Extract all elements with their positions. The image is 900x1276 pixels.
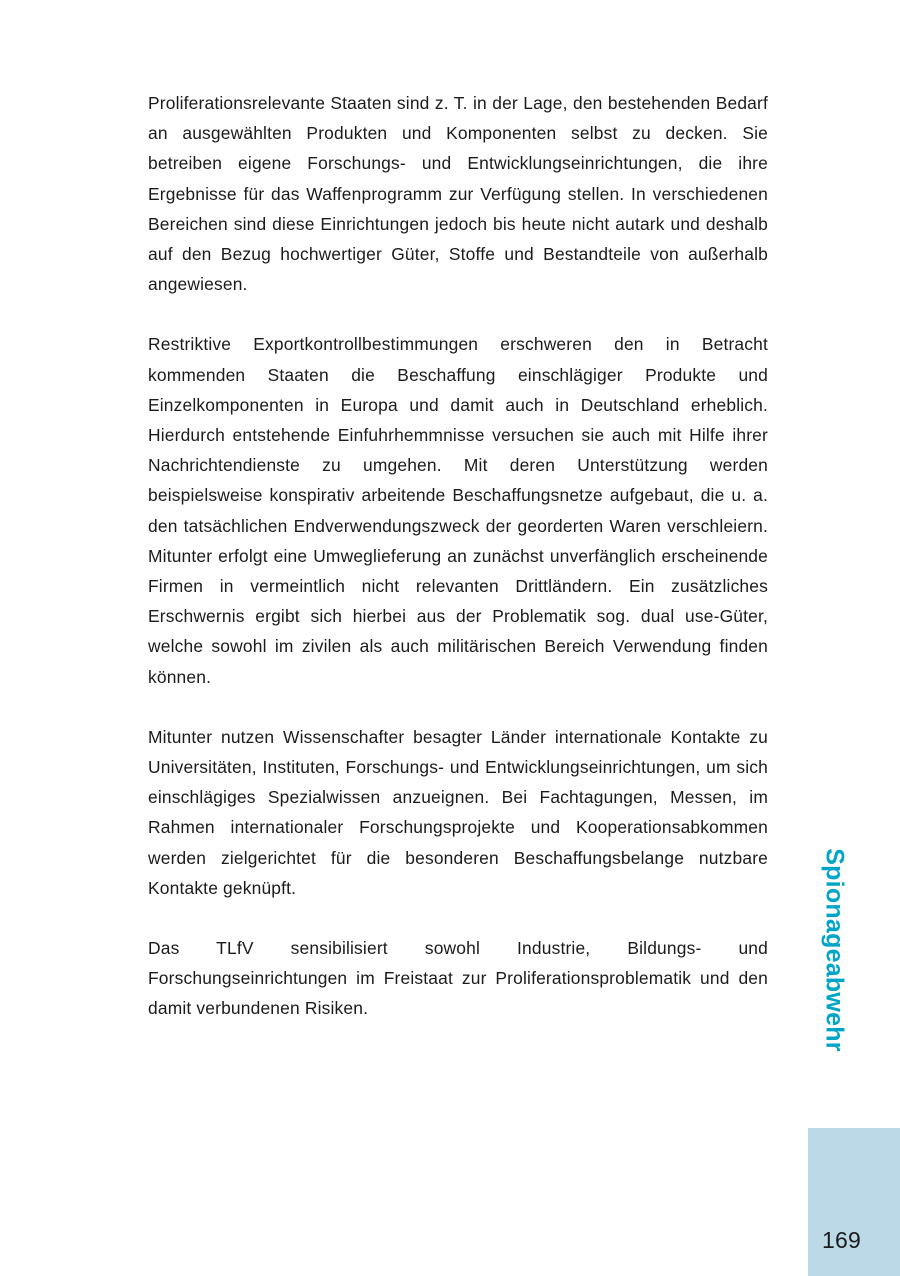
page-number-block (808, 1128, 900, 1276)
page-body (148, 88, 768, 1024)
section-side-tab-label: Spionageabwehr (820, 848, 849, 1052)
page-number: 169 (822, 1227, 862, 1253)
section-side-tab (814, 800, 854, 1100)
body-paragraph: Das TLfV sensibilisiert sowohl Industrie, Bildungs- und Forschungseinrichtungen im Freistaat zur Proliferationsproblematik und den damit verbundenen Risiken. (148, 938, 768, 1019)
body-paragraph: Mitunter nutzen Wissenschafter besagter Länder internationale Kontakte zu Universitäten, Instituten, Forschungs- und Entwicklungseinrichtungen, um sich einschlägiges Spezialwissen anzueignen. Bei Fachtagungen, Messen, im Rahmen internationaler Forschungsprojekte und Kooperationsabkommen werden zielgerichtet für die besonderen Beschaffungsbelange nutzbare Kontakte geknüpft. (148, 726, 768, 898)
body-paragraph: Restriktive Exportkontrollbestimmungen erschweren den in Betracht kommenden Staaten die Beschaffung einschlägiger Produkte und Einzelkomponenten in Europa und damit auch in Deutschland erheblich. Hierdurch entstehende Einfuhrhemmnisse versuchen sie auch mit Hilfe ihrer Nachrichtendienste zu umgehen. Mit deren Unterstützung werden beispielsweise konspirativ arbeitende Beschaffungsnetze aufgebaut, die u. a. den tatsächlichen Endverwendungszweck der georderten Waren verschleiern. Mitunter erfolgt eine Umweglieferung an zunächst unverfänglich erscheinende Firmen in vermeintlich nicht relevanten Drittländern. Ein zusätzliches Erschwernis ergibt sich hierbei aus der Problematik sog. dual use-Güter, welche sowohl im zivilen als auch militärischen Bereich Verwendung finden können. (148, 334, 768, 687)
body-paragraph: Proliferationsrelevante Staaten sind z. T. in der Lage, den bestehenden Bedarf an ausgewählten Produkten und Komponenten selbst zu decken. Sie betreiben eigene Forschungs- und Entwicklungseinrichtungen, die ihre Ergebnisse für das Waffenprogramm zur Verfügung stellen. In verschiedenen Bereichen sind diese Einrichtungen jedoch bis heute nicht autark und deshalb auf den Bezug hochwertiger Güter, Stoffe und Bestandteile von außerhalb angewiesen. (148, 93, 768, 295)
